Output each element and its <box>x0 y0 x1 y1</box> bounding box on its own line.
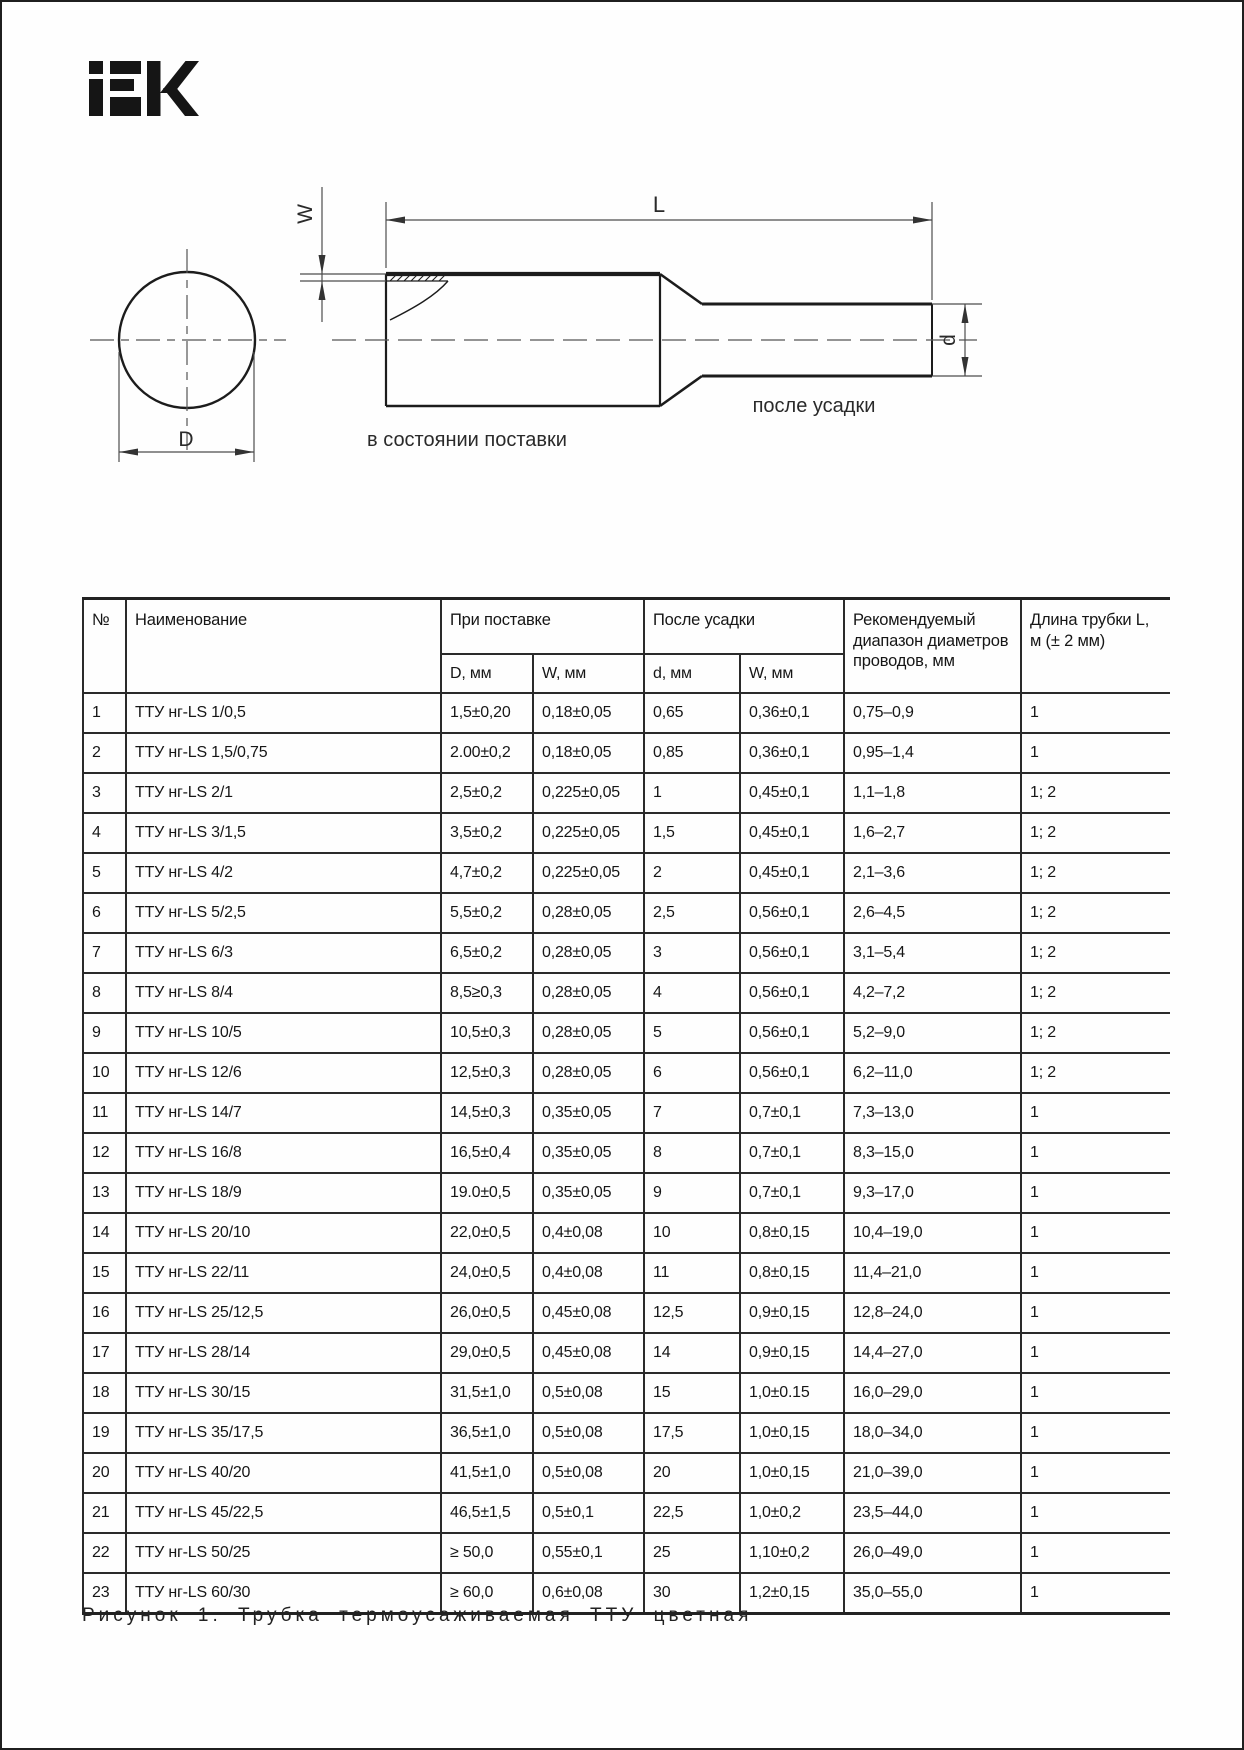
cell-d-mm: 6 <box>644 1053 740 1093</box>
cell-W-mm-2: 0,36±0,1 <box>740 733 844 773</box>
cell-num: 5 <box>83 853 126 893</box>
cell-length: 1; 2 <box>1021 853 1170 893</box>
table-row <box>83 973 1170 1013</box>
cell-D-mm: 26,0±0,5 <box>441 1293 533 1333</box>
cell-recommended: 2,6–4,5 <box>844 893 1021 933</box>
cell-W-mm: 0,5±0,08 <box>533 1453 644 1493</box>
cell-d-mm: 20 <box>644 1453 740 1493</box>
table-row <box>83 1133 1170 1173</box>
table-row <box>83 933 1170 973</box>
cell-d-mm: 1,5 <box>644 813 740 853</box>
table-row <box>83 813 1170 853</box>
cell-length: 1 <box>1021 693 1170 733</box>
cell-num: 14 <box>83 1213 126 1253</box>
cell-W-mm: 0,28±0,05 <box>533 973 644 1013</box>
table-row <box>83 1493 1170 1533</box>
cell-num: 9 <box>83 1013 126 1053</box>
cell-recommended: 1,1–1,8 <box>844 773 1021 813</box>
cell-d-mm: 2,5 <box>644 893 740 933</box>
cell-d-mm: 25 <box>644 1533 740 1573</box>
cell-name: ТТУ нг-LS 1/0,5 <box>126 693 441 733</box>
cell-length: 1 <box>1021 1413 1170 1453</box>
cell-name: ТТУ нг-LS 2/1 <box>126 773 441 813</box>
cell-W-mm: 0,55±0,1 <box>533 1533 644 1573</box>
cell-length: 1 <box>1021 1133 1170 1173</box>
cell-W-mm-2: 0,45±0,1 <box>740 813 844 853</box>
cell-name: ТТУ нг-LS 1,5/0,75 <box>126 733 441 773</box>
cell-W-mm: 0,225±0,05 <box>533 773 644 813</box>
label-shrunk: после усадки <box>752 395 876 417</box>
cell-num: 11 <box>83 1093 126 1133</box>
col-header-W-mm: W, мм <box>533 654 644 693</box>
cell-length: 1; 2 <box>1021 973 1170 1013</box>
cell-W-mm: 0,225±0,05 <box>533 853 644 893</box>
cell-num: 20 <box>83 1453 126 1493</box>
cell-length: 1 <box>1021 1293 1170 1333</box>
cell-W-mm: 0,4±0,08 <box>533 1213 644 1253</box>
cell-d-mm: 14 <box>644 1333 740 1373</box>
cell-recommended: 4,2–7,2 <box>844 973 1021 1013</box>
cell-D-mm: ≥ 60,0 <box>441 1573 533 1614</box>
cell-recommended: 1,6–2,7 <box>844 813 1021 853</box>
cell-recommended: 8,3–15,0 <box>844 1133 1021 1173</box>
cell-D-mm: 22,0±0,5 <box>441 1213 533 1253</box>
cell-W-mm-2: 1,0±0.15 <box>740 1373 844 1413</box>
cell-W-mm-2: 0,56±0,1 <box>740 1053 844 1093</box>
cell-W-mm-2: 0,8±0,15 <box>740 1213 844 1253</box>
cell-D-mm: 24,0±0,5 <box>441 1253 533 1293</box>
cell-D-mm: 2.00±0,2 <box>441 733 533 773</box>
cell-name: ТТУ нг-LS 20/10 <box>126 1213 441 1253</box>
cell-num: 1 <box>83 693 126 733</box>
col-header-name: Наименование <box>126 599 441 694</box>
cell-D-mm: 4,7±0,2 <box>441 853 533 893</box>
cell-W-mm-2: 1,0±0,15 <box>740 1453 844 1493</box>
cell-D-mm: 2,5±0,2 <box>441 773 533 813</box>
cell-W-mm: 0,45±0,08 <box>533 1293 644 1333</box>
cell-D-mm: 5,5±0,2 <box>441 893 533 933</box>
cell-recommended: 7,3–13,0 <box>844 1093 1021 1133</box>
cell-num: 22 <box>83 1533 126 1573</box>
cell-name: ТТУ нг-LS 35/17,5 <box>126 1413 441 1453</box>
cell-W-mm-2: 0,7±0,1 <box>740 1173 844 1213</box>
cell-recommended: 0,95–1,4 <box>844 733 1021 773</box>
table-row <box>83 733 1170 773</box>
cell-recommended: 21,0–39,0 <box>844 1453 1021 1493</box>
cell-W-mm: 0,5±0,08 <box>533 1373 644 1413</box>
cell-W-mm-2: 0,9±0,15 <box>740 1293 844 1333</box>
table-row <box>83 1213 1170 1253</box>
cell-d-mm: 30 <box>644 1573 740 1614</box>
cell-W-mm: 0,35±0,05 <box>533 1133 644 1173</box>
table-row <box>83 1093 1170 1133</box>
cell-d-mm: 9 <box>644 1173 740 1213</box>
cell-W-mm-2: 0,56±0,1 <box>740 1013 844 1053</box>
cell-D-mm: 3,5±0,2 <box>441 813 533 853</box>
col-header-recommended: Рекомендуемый диапазон диаметров проводов, мм <box>844 599 1021 694</box>
table-row <box>83 1413 1170 1453</box>
cell-recommended: 11,4–21,0 <box>844 1253 1021 1293</box>
cell-D-mm: 8,5≥0,3 <box>441 973 533 1013</box>
cell-name: ТТУ нг-LS 6/3 <box>126 933 441 973</box>
cell-name: ТТУ нг-LS 25/12,5 <box>126 1293 441 1333</box>
cell-num: 12 <box>83 1133 126 1173</box>
cell-W-mm-2: 0,56±0,1 <box>740 933 844 973</box>
cell-W-mm-2: 0,9±0,15 <box>740 1333 844 1373</box>
cell-length: 1; 2 <box>1021 1013 1170 1053</box>
cell-recommended: 10,4–19,0 <box>844 1213 1021 1253</box>
cell-name: ТТУ нг-LS 45/22,5 <box>126 1493 441 1533</box>
iek-logo <box>89 61 199 116</box>
table-row <box>83 1533 1170 1573</box>
col-header-length: Длина трубки L, м (± 2 мм) <box>1021 599 1170 694</box>
cell-length: 1 <box>1021 1173 1170 1213</box>
cell-length: 1 <box>1021 1493 1170 1533</box>
table-row <box>83 1453 1170 1493</box>
cell-recommended: 23,5–44,0 <box>844 1493 1021 1533</box>
cell-d-mm: 22,5 <box>644 1493 740 1533</box>
cell-d-mm: 4 <box>644 973 740 1013</box>
cell-d-mm: 10 <box>644 1213 740 1253</box>
cell-num: 15 <box>83 1253 126 1293</box>
cell-D-mm: 19.0±0,5 <box>441 1173 533 1213</box>
cell-length: 1; 2 <box>1021 893 1170 933</box>
cell-recommended: 6,2–11,0 <box>844 1053 1021 1093</box>
cell-W-mm-2: 0,36±0,1 <box>740 693 844 733</box>
dim-W-label: W <box>294 204 317 224</box>
cell-name: ТТУ нг-LS 40/20 <box>126 1453 441 1493</box>
spec-table <box>82 597 1169 1615</box>
cell-d-mm: 17,5 <box>644 1413 740 1453</box>
cell-num: 4 <box>83 813 126 853</box>
cell-d-mm: 0,85 <box>644 733 740 773</box>
cell-W-mm-2: 0,45±0,1 <box>740 853 844 893</box>
cell-W-mm: 0,5±0,1 <box>533 1493 644 1533</box>
table-row <box>83 893 1170 933</box>
cell-name: ТТУ нг-LS 4/2 <box>126 853 441 893</box>
cell-d-mm: 0,65 <box>644 693 740 733</box>
cell-length: 1 <box>1021 733 1170 773</box>
cell-D-mm: 36,5±1,0 <box>441 1413 533 1453</box>
table-row <box>83 1333 1170 1373</box>
cell-D-mm: 31,5±1,0 <box>441 1373 533 1413</box>
cell-length: 1 <box>1021 1573 1170 1614</box>
table-row <box>83 1173 1170 1213</box>
cell-name: ТТУ нг-LS 22/11 <box>126 1253 441 1293</box>
cell-W-mm: 0,28±0,05 <box>533 893 644 933</box>
col-header-after-shrink: После усадки <box>644 599 844 655</box>
cell-num: 3 <box>83 773 126 813</box>
cell-num: 16 <box>83 1293 126 1333</box>
cell-num: 13 <box>83 1173 126 1213</box>
cell-recommended: 26,0–49,0 <box>844 1533 1021 1573</box>
cell-name: ТТУ нг-LS 14/7 <box>126 1093 441 1133</box>
cell-W-mm: 0,45±0,08 <box>533 1333 644 1373</box>
cell-D-mm: 10,5±0,3 <box>441 1013 533 1053</box>
table-row <box>83 773 1170 813</box>
table-row <box>83 1373 1170 1413</box>
cell-name: ТТУ нг-LS 10/5 <box>126 1013 441 1053</box>
cell-W-mm-2: 1,0±0,15 <box>740 1413 844 1453</box>
dim-D-label: D <box>178 428 194 451</box>
cell-W-mm-2: 0,7±0,1 <box>740 1093 844 1133</box>
col-header-at-delivery: При поставке <box>441 599 644 655</box>
cell-W-mm: 0,35±0,05 <box>533 1173 644 1213</box>
cell-W-mm: 0,4±0,08 <box>533 1253 644 1293</box>
dim-L-label: L <box>652 192 666 217</box>
cell-name: ТТУ нг-LS 50/25 <box>126 1533 441 1573</box>
cell-W-mm-2: 0,56±0,1 <box>740 973 844 1013</box>
cell-num: 8 <box>83 973 126 1013</box>
cell-num: 7 <box>83 933 126 973</box>
cell-D-mm: 6,5±0,2 <box>441 933 533 973</box>
col-header-num: № <box>83 599 126 694</box>
cell-D-mm: ≥ 50,0 <box>441 1533 533 1573</box>
cell-length: 1 <box>1021 1093 1170 1133</box>
cell-name: ТТУ нг-LS 18/9 <box>126 1173 441 1213</box>
cell-W-mm-2: 1,2±0,15 <box>740 1573 844 1614</box>
cell-length: 1 <box>1021 1453 1170 1493</box>
cell-D-mm: 1,5±0,20 <box>441 693 533 733</box>
cell-d-mm: 3 <box>644 933 740 973</box>
spec-table-body <box>83 693 1170 1614</box>
label-supplied: в состоянии поставки <box>367 429 567 451</box>
cell-W-mm: 0,18±0,05 <box>533 693 644 733</box>
cell-D-mm: 29,0±0,5 <box>441 1333 533 1373</box>
cell-W-mm: 0,18±0,05 <box>533 733 644 773</box>
cell-length: 1; 2 <box>1021 813 1170 853</box>
cell-W-mm: 0,6±0,08 <box>533 1573 644 1614</box>
cell-d-mm: 12,5 <box>644 1293 740 1333</box>
cell-num: 23 <box>83 1573 126 1614</box>
cell-d-mm: 2 <box>644 853 740 893</box>
cell-d-mm: 5 <box>644 1013 740 1053</box>
table-row <box>83 1253 1170 1293</box>
dim-d-label: d <box>937 334 960 346</box>
cell-name: ТТУ нг-LS 28/14 <box>126 1333 441 1373</box>
cell-num: 18 <box>83 1373 126 1413</box>
cell-length: 1 <box>1021 1333 1170 1373</box>
cell-name: ТТУ нг-LS 8/4 <box>126 973 441 1013</box>
cell-length: 1; 2 <box>1021 773 1170 813</box>
cell-num: 2 <box>83 733 126 773</box>
technical-drawing <box>2 2 1244 542</box>
cell-D-mm: 12,5±0,3 <box>441 1053 533 1093</box>
cell-d-mm: 11 <box>644 1253 740 1293</box>
cell-d-mm: 7 <box>644 1093 740 1133</box>
cell-length: 1 <box>1021 1253 1170 1293</box>
cell-d-mm: 15 <box>644 1373 740 1413</box>
table-row <box>83 1013 1170 1053</box>
cell-num: 19 <box>83 1413 126 1453</box>
table-row <box>83 1293 1170 1333</box>
cell-name: ТТУ нг-LS 60/30 <box>126 1573 441 1614</box>
cell-name: ТТУ нг-LS 5/2,5 <box>126 893 441 933</box>
cell-num: 21 <box>83 1493 126 1533</box>
cell-recommended: 5,2–9,0 <box>844 1013 1021 1053</box>
cell-recommended: 0,75–0,9 <box>844 693 1021 733</box>
cell-recommended: 14,4–27,0 <box>844 1333 1021 1373</box>
table-row <box>83 693 1170 733</box>
cell-D-mm: 46,5±1,5 <box>441 1493 533 1533</box>
cell-W-mm: 0,225±0,05 <box>533 813 644 853</box>
cell-d-mm: 1 <box>644 773 740 813</box>
cell-name: ТТУ нг-LS 30/15 <box>126 1373 441 1413</box>
cell-W-mm: 0,28±0,05 <box>533 1053 644 1093</box>
cell-W-mm-2: 0,45±0,1 <box>740 773 844 813</box>
table-row <box>83 853 1170 893</box>
cell-num: 10 <box>83 1053 126 1093</box>
cell-d-mm: 8 <box>644 1133 740 1173</box>
cell-name: ТТУ нг-LS 16/8 <box>126 1133 441 1173</box>
cell-D-mm: 41,5±1,0 <box>441 1453 533 1493</box>
cell-W-mm: 0,28±0,05 <box>533 1013 644 1053</box>
cell-W-mm-2: 1,10±0,2 <box>740 1533 844 1573</box>
cell-D-mm: 14,5±0,3 <box>441 1093 533 1133</box>
cell-W-mm-2: 0,7±0,1 <box>740 1133 844 1173</box>
cell-length: 1 <box>1021 1533 1170 1573</box>
cell-recommended: 18,0–34,0 <box>844 1413 1021 1453</box>
cell-D-mm: 16,5±0,4 <box>441 1133 533 1173</box>
figure-caption: Рисунок 1. Трубка термоусаживаемая ТТУ цветная <box>82 1605 753 1626</box>
cell-W-mm: 0,35±0,05 <box>533 1093 644 1133</box>
cell-recommended: 2,1–3,6 <box>844 853 1021 893</box>
cell-W-mm: 0,5±0,08 <box>533 1413 644 1453</box>
cell-recommended: 16,0–29,0 <box>844 1373 1021 1413</box>
table-row <box>83 1053 1170 1093</box>
cell-name: ТТУ нг-LS 3/1,5 <box>126 813 441 853</box>
cell-W-mm-2: 0,56±0,1 <box>740 893 844 933</box>
cell-W-mm: 0,28±0,05 <box>533 933 644 973</box>
cell-name: ТТУ нг-LS 12/6 <box>126 1053 441 1093</box>
cell-recommended: 35,0–55,0 <box>844 1573 1021 1614</box>
cell-W-mm-2: 0,8±0,15 <box>740 1253 844 1293</box>
cell-num: 6 <box>83 893 126 933</box>
cell-recommended: 3,1–5,4 <box>844 933 1021 973</box>
cell-W-mm-2: 1,0±0,2 <box>740 1493 844 1533</box>
cell-length: 1 <box>1021 1373 1170 1413</box>
col-header-W-mm-2: W, мм <box>740 654 844 693</box>
cell-recommended: 9,3–17,0 <box>844 1173 1021 1213</box>
col-header-d-mm: d, мм <box>644 654 740 693</box>
cell-num: 17 <box>83 1333 126 1373</box>
col-header-D-mm: D, мм <box>441 654 533 693</box>
cell-length: 1; 2 <box>1021 933 1170 973</box>
cell-length: 1; 2 <box>1021 1053 1170 1093</box>
cell-length: 1 <box>1021 1213 1170 1253</box>
cell-recommended: 12,8–24,0 <box>844 1293 1021 1333</box>
